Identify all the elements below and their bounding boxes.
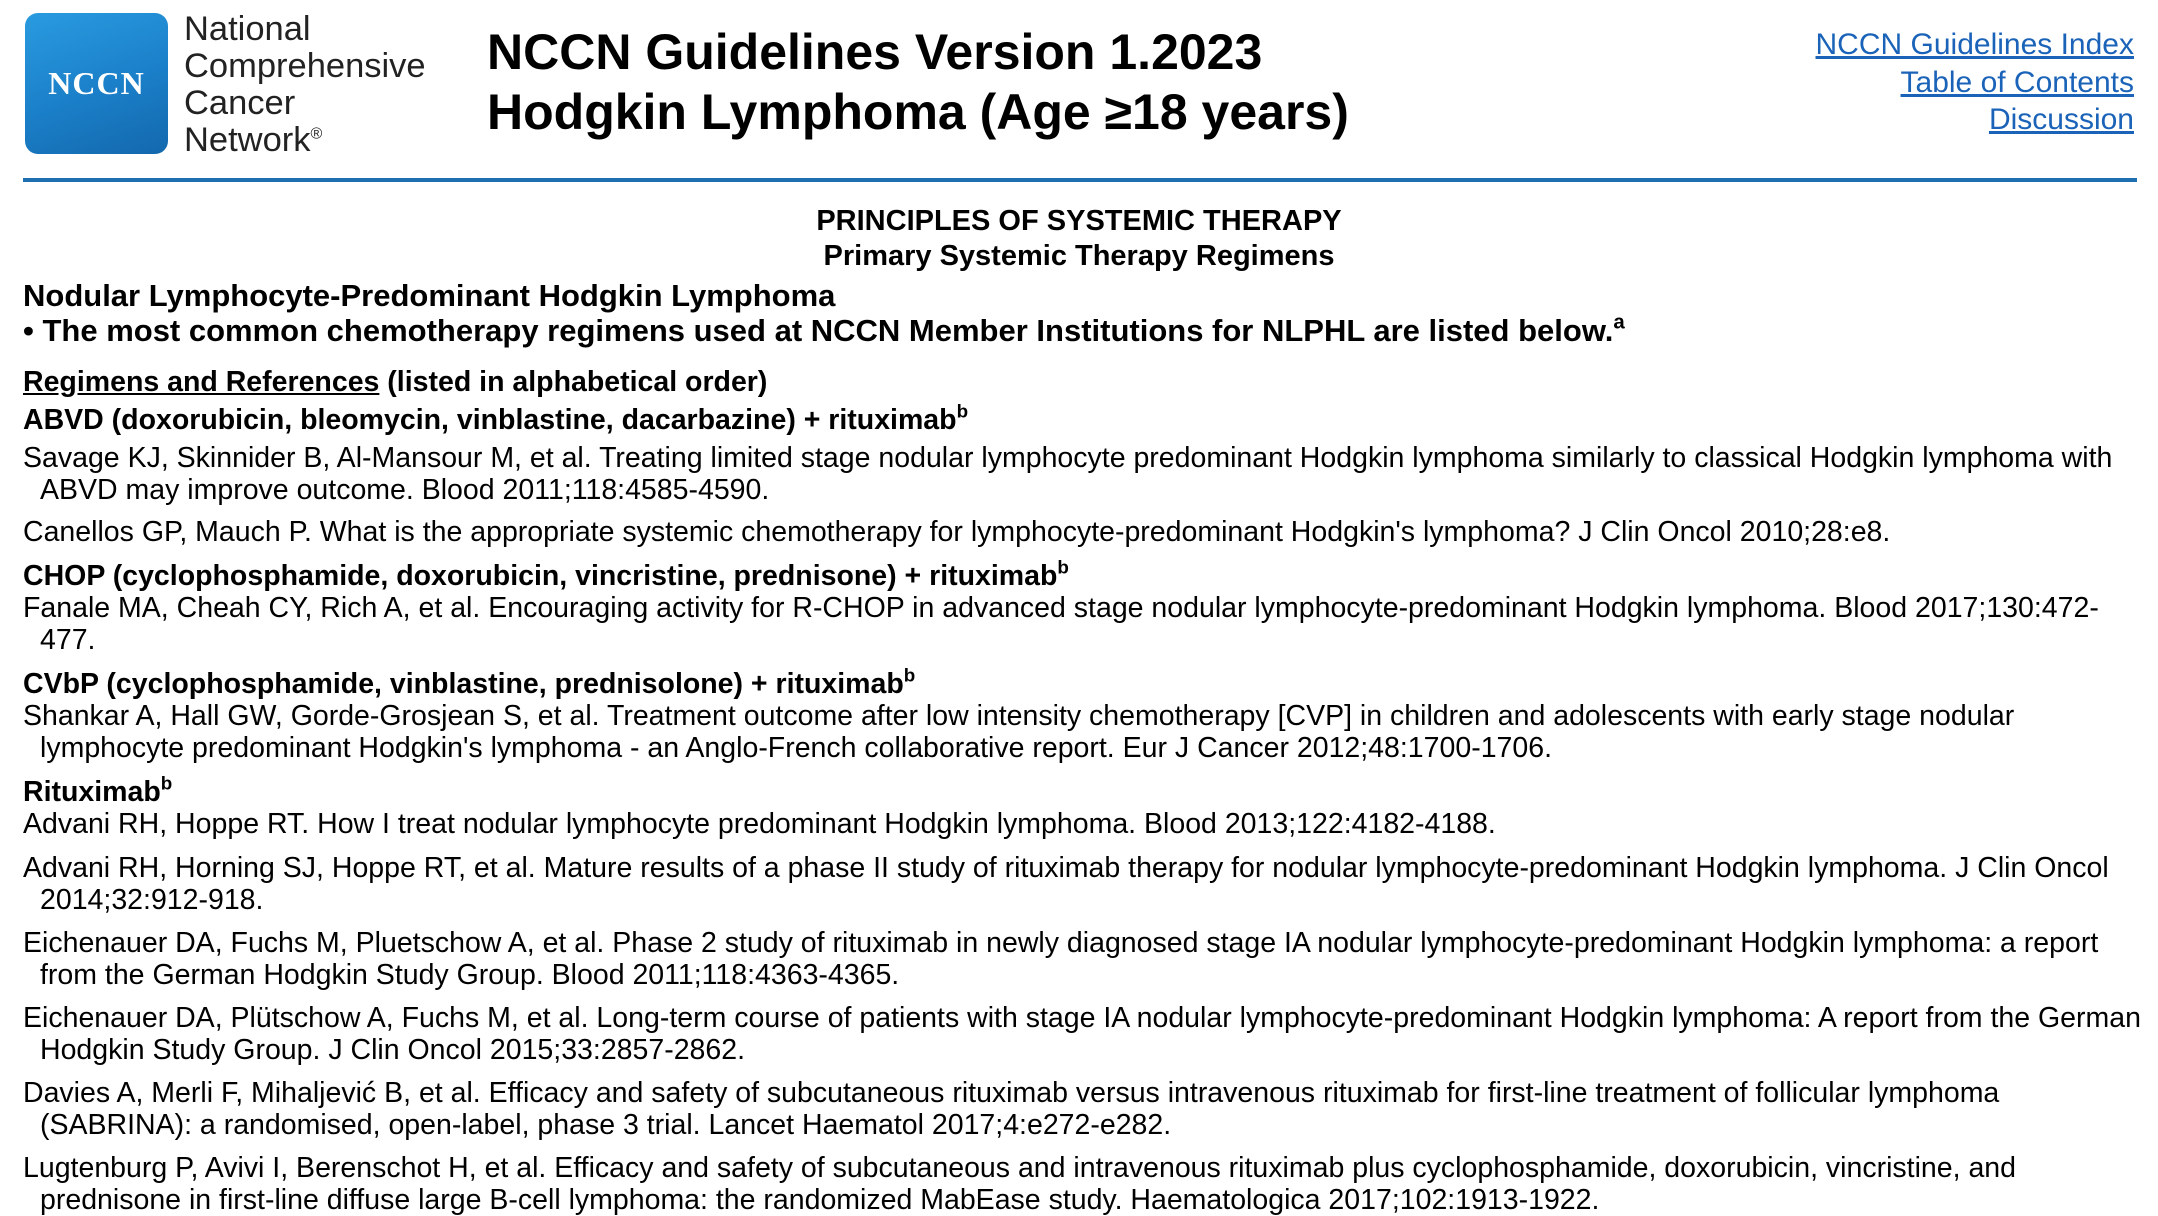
regimens-bullet-note: • The most common chemotherapy regimens used at NCCN Member Institutions for NLPHL are listed below.$^a$ [23, 310, 1625, 348]
regimen-rituximab: Rituximab$^b$ [23, 772, 173, 808]
regimen-abvd: ABVD (doxorubicin, bleomycin, vinblastine, dacarbazine) + rituximab$^b$ [23, 400, 969, 436]
footnote-b[interactable]: b [160, 772, 173, 794]
registered-mark: ® [310, 125, 323, 143]
regimen-cvbp: CVbP (cyclophosphamide, vinblastine, prednisolone) + rituximab$^b$ [23, 664, 916, 700]
reference-eichenauer-2011: Eichenauer DA, Fuchs M, Pluetschow A, et al. Phase 2 study of rituximab in newly diagnosed stage IA nodular lymphocyte-predominant Hodgkin lymphoma: a report from the German Hodgkin Study Group. Blood 2011;118:4363-4365. [23, 927, 2099, 991]
header-divider [23, 178, 2137, 182]
footnote-b[interactable]: b [1057, 556, 1069, 578]
org-name-line-1: National [184, 10, 311, 48]
footnote-b[interactable]: b [956, 400, 969, 422]
organization-name [184, 11, 426, 159]
regimen-chop: CHOP (cyclophosphamide, doxorubicin, vincristine, prednisone) + rituximab$^b$ [23, 556, 1069, 592]
disease-title-header: Hodgkin Lymphoma (Age ≥18 years) [487, 84, 1349, 140]
table-of-contents-link[interactable]: Table of Contents [1900, 65, 2134, 99]
references-heading [23, 365, 767, 399]
guidelines-index-link[interactable]: NCCN Guidelines Index [1815, 28, 2134, 61]
section-subtitle: Primary Systemic Therapy Regimens [823, 240, 1335, 272]
references-heading-label: Regimens and References [23, 366, 380, 398]
reference-shankar-2012: Shankar A, Hall GW, Gorde-Grosjean S, et al. Treatment outcome after low intensity chemotherapy [CVP] in children and adolescents with early stage nodular lymphocyte predominant Hodgkin's lymphoma - an Anglo-French collaborative report. Eur J Cancer 2012;48:1700-1706. [23, 700, 2015, 764]
references-heading-note: (listed in alphabetical order) [379, 366, 768, 398]
reference-advani-2014: Advani RH, Horning SJ, Hoppe RT, et al. Mature results of a phase II study of rituximab therapy for nodular lymphocyte-predominant Hodgkin lymphoma. J Clin Oncol 2014;32:912-918. [23, 852, 2109, 916]
document-title [487, 22, 1349, 142]
footnote-a[interactable]: a [1613, 310, 1625, 334]
reference-eichenauer-2015: Eichenauer DA, Plütschow A, Fuchs M, et al. Long-term course of patients with stage IA nodular lymphocyte-predominant Hodgkin lymphoma: A report from the German Hodgkin Study Group. J Clin Oncol 2015;33:2857-2862. [23, 1002, 2141, 1066]
guidelines-version-title: NCCN Guidelines Version 1.2023 [487, 24, 1263, 80]
reference-advani-2013: Advani RH, Hoppe RT. How I treat nodular lymphocyte predominant Hodgkin lymphoma. Blood 2013;122:4182-4188. [23, 808, 1496, 840]
disease-heading: Nodular Lymphocyte-Predominant Hodgkin Lymphoma [23, 278, 836, 313]
discussion-link[interactable]: Discussion [1988, 103, 2134, 136]
reference-savage-2011: Savage KJ, Skinnider B, Al-Mansour M, et al. Treating limited stage nodular lymphocyte predominant Hodgkin lymphoma similarly to classical Hodgkin lymphoma with ABVD may improve outcome. Blood 2011;118:4585-4590. [23, 442, 2113, 506]
footnote-b[interactable]: b [903, 664, 916, 686]
reference-fanale-2017: Fanale MA, Cheah CY, Rich A, et al. Encouraging activity for R-CHOP in advanced stage nodular lymphocyte-predominant Hodgkin lymphoma. Blood 2017;130:472- 477. [23, 592, 2099, 656]
navigation-links [1816, 26, 2134, 139]
nccn-logo-text: NCCN [48, 65, 145, 101]
org-name-line-2: Comprehensive [184, 47, 426, 85]
nccn-logo [25, 13, 168, 154]
org-name-line-4: Network® [184, 121, 323, 159]
reference-lugtenburg-2017: Lugtenburg P, Avivi I, Berenschot H, et al. Efficacy and safety of subcutaneous and intravenous rituximab plus cyclophosphamide, doxorubicin, vincristine, and prednisone in first-line diffuse large B-cell lymphoma: the randomized MabEase study. Haematologica 2017;102:1913-1922. [23, 1152, 2016, 1216]
reference-davies-2017: Davies A, Merli F, Mihaljević B, et al. Efficacy and safety of subcutaneous rituximab versus intravenous rituximab for first-line treatment of follicular lymphoma (SABRINA): a randomised, open-label, phase 3 trial. Lancet Haematol 2017;4:e272-e282. [23, 1077, 2000, 1141]
org-name-line-3: Cancer [184, 84, 296, 122]
section-title: PRINCIPLES OF SYSTEMIC THERAPY [816, 205, 1342, 237]
reference-canellos-2010: Canellos GP, Mauch P. What is the appropriate systemic chemotherapy for lymphocyte-predominant Hodgkin's lymphoma? J Clin Oncol 2010;28:e8. [23, 516, 1891, 548]
